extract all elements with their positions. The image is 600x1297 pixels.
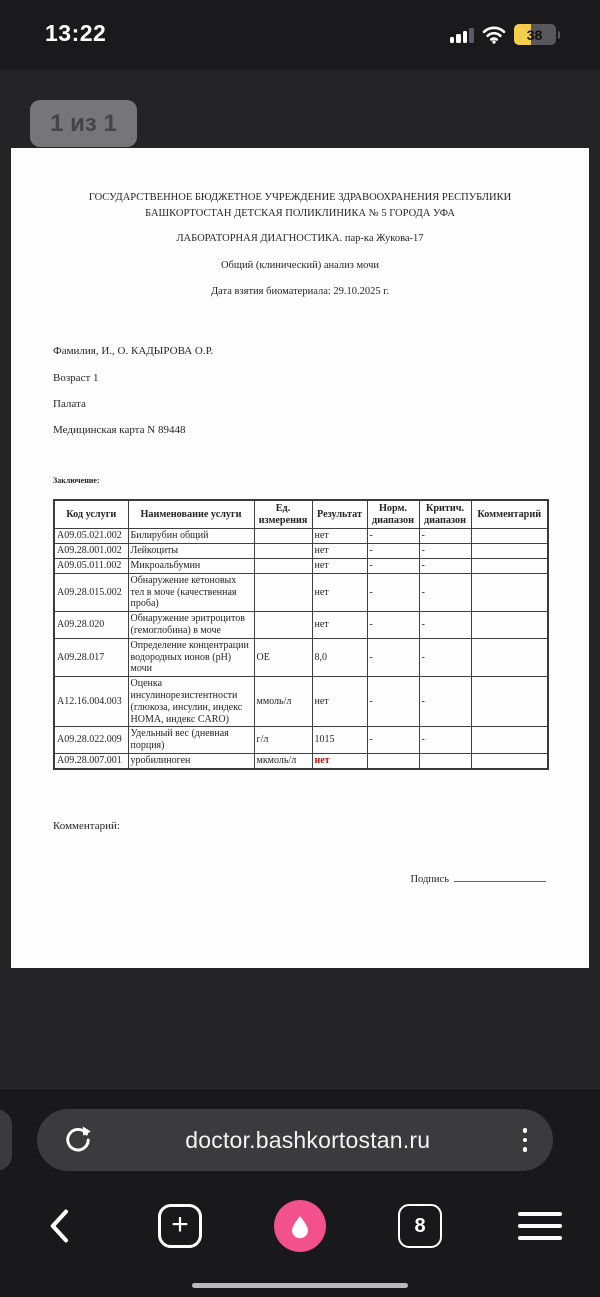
tabs-button[interactable]: [360, 1186, 480, 1266]
cell-comment: [471, 638, 548, 676]
cell-name: Лейкоциты: [128, 544, 254, 559]
department-line: ЛАБОРАТОРНАЯ ДИАГНОСТИКА. пар-ка Жукова-17: [176, 233, 424, 244]
cell-norm: -: [367, 677, 419, 727]
home-indicator[interactable]: [192, 1283, 408, 1288]
battery-nub: [558, 31, 561, 39]
cell-name: Обнаружение кетоновых тел в моче (качественная проба): [128, 573, 254, 611]
cell-name: уробилиноген: [128, 753, 254, 768]
column-header: Наименование услуги: [128, 500, 254, 529]
cell-norm: -: [367, 529, 419, 544]
cell-result: нет: [312, 544, 367, 559]
cell-crit: -: [419, 612, 471, 639]
back-button[interactable]: [0, 1186, 120, 1266]
cell-crit: [419, 753, 471, 768]
cell-crit: -: [419, 573, 471, 611]
cellular-signal-icon: [450, 27, 474, 43]
signature-label: Подпись: [410, 874, 449, 885]
cell-unit: г/л: [254, 727, 312, 754]
cell-name: Оценка инсулинорезистентности (глюкоза, инсулин, индекс HOMA, индекс CARO): [128, 677, 254, 727]
cell-norm: [367, 753, 419, 768]
cell-norm: -: [367, 727, 419, 754]
cell-norm: -: [367, 612, 419, 639]
column-header: Результат: [312, 500, 367, 529]
cell-name: Билирубин общий: [128, 529, 254, 544]
address-bar[interactable]: [37, 1109, 553, 1171]
clock: 13:22: [45, 20, 107, 46]
table-row: [54, 612, 548, 639]
overflow-menu-icon[interactable]: [523, 1128, 528, 1152]
column-header: Критич. диапазон: [419, 500, 471, 529]
conclusion-label: Заключение:: [53, 476, 100, 485]
cell-crit: -: [419, 677, 471, 727]
cell-result: нет: [312, 559, 367, 574]
plus-icon: +: [158, 1204, 202, 1248]
cell-norm: -: [367, 573, 419, 611]
signature-row: [410, 874, 546, 885]
cell-unit: [254, 559, 312, 574]
signature-line: [454, 881, 546, 882]
cell-name: Удельный вес (дневная порция): [128, 727, 254, 754]
cell-norm: -: [367, 638, 419, 676]
cell-result: нет: [312, 677, 367, 727]
cell-comment: [471, 544, 548, 559]
cell-code: A09.05.021.002: [54, 529, 128, 544]
cell-comment: [471, 727, 548, 754]
page-indicator-badge: 1 из 1: [30, 100, 137, 147]
url-text[interactable]: doctor.bashkortostan.ru: [185, 1126, 431, 1153]
cell-result: нет: [312, 753, 367, 768]
cell-comment: [471, 573, 548, 611]
cell-result: 8,0: [312, 638, 367, 676]
menu-button[interactable]: [480, 1186, 600, 1266]
column-header: Код услуги: [54, 500, 128, 529]
cell-unit: [254, 544, 312, 559]
table-row: [54, 544, 548, 559]
table-row: [54, 559, 548, 574]
patient-name: Фамилия, И., О. КАДЫРОВА О.Р.: [53, 345, 214, 357]
cell-comment: [471, 612, 548, 639]
cell-result: нет: [312, 612, 367, 639]
hamburger-icon: [518, 1212, 562, 1240]
cell-result: нет: [312, 529, 367, 544]
cell-crit: -: [419, 559, 471, 574]
cell-code: A09.28.001.002: [54, 544, 128, 559]
refresh-icon[interactable]: [63, 1125, 93, 1155]
browser-toolbar: [0, 1186, 600, 1266]
cell-crit: -: [419, 529, 471, 544]
column-header: Норм. диапазон: [367, 500, 419, 529]
cell-code: A09.28.017: [54, 638, 128, 676]
cell-comment: [471, 677, 548, 727]
alice-search-button[interactable]: [240, 1186, 360, 1266]
table-row: [54, 529, 548, 544]
cell-code: A09.28.020: [54, 612, 128, 639]
cell-unit: мкмоль/л: [254, 753, 312, 768]
cell-norm: -: [367, 544, 419, 559]
table-row: [54, 638, 548, 676]
browser-bottom-bar: [0, 1090, 600, 1297]
biomaterial-date: Дата взятия биоматериала: 29.10.2025 г.: [210, 286, 390, 297]
cell-unit: ОЕ: [254, 638, 312, 676]
cell-norm: -: [367, 559, 419, 574]
cell-code: A12.16.004.003: [54, 677, 128, 727]
tab-count: 8: [398, 1204, 442, 1248]
wifi-icon: [482, 25, 506, 44]
medical-card-number: Медицинская карта N 89448: [53, 424, 186, 436]
table-row: [54, 753, 548, 768]
column-header: Ед. измерения: [254, 500, 312, 529]
results-table: [53, 499, 549, 770]
cell-name: Микроальбумин: [128, 559, 254, 574]
cell-code: A09.28.022.009: [54, 727, 128, 754]
table-row: [54, 677, 548, 727]
cell-code: A09.28.007.001: [54, 753, 128, 768]
cell-comment: [471, 559, 548, 574]
new-tab-button[interactable]: [120, 1186, 240, 1266]
pdf-viewer[interactable]: [0, 70, 600, 1090]
patient-age: Возраст 1: [53, 372, 99, 384]
cell-name: Обнаружение эритроцитов (гемоглобина) в моче: [128, 612, 254, 639]
cell-comment: [471, 753, 548, 768]
status-icons: [450, 24, 561, 45]
adjacent-card-edge[interactable]: [0, 1109, 12, 1171]
battery-percent: 38: [526, 26, 543, 43]
alice-icon: [274, 1200, 326, 1252]
cell-unit: [254, 529, 312, 544]
cell-name: Определение концентрации водородных ионов (pH) мочи: [128, 638, 254, 676]
cell-unit: [254, 612, 312, 639]
lab-report-document: [11, 148, 589, 968]
test-title: Общий (клинический) анализ мочи: [220, 260, 380, 271]
table-row: [54, 573, 548, 611]
patient-ward: Палата: [53, 398, 86, 410]
column-header: Комментарий: [471, 500, 548, 529]
table-header-row: [54, 500, 548, 529]
cell-crit: -: [419, 638, 471, 676]
cell-unit: [254, 573, 312, 611]
cell-comment: [471, 529, 548, 544]
cell-unit: ммоль/л: [254, 677, 312, 727]
cell-code: A09.28.015.002: [54, 573, 128, 611]
table-row: [54, 727, 548, 754]
chevron-left-icon: [47, 1208, 73, 1244]
cell-result: нет: [312, 573, 367, 611]
comment-label: Комментарий:: [53, 820, 120, 832]
cell-result: 1015: [312, 727, 367, 754]
battery-icon: [514, 24, 556, 45]
status-bar: [0, 0, 600, 70]
cell-crit: -: [419, 544, 471, 559]
cell-code: A09.05.011.002: [54, 559, 128, 574]
organization-name: ГОСУДАРСТВЕННОЕ БЮДЖЕТНОЕ УЧРЕЖДЕНИЕ ЗДРАВООХРАНЕНИЯ РЕСПУБЛИКИ БАШКОРТОСТАН ДЕТСКАЯ ПОЛИКЛИНИКА № 5 ГОРОДА УФА: [88, 192, 512, 219]
cell-crit: -: [419, 727, 471, 754]
